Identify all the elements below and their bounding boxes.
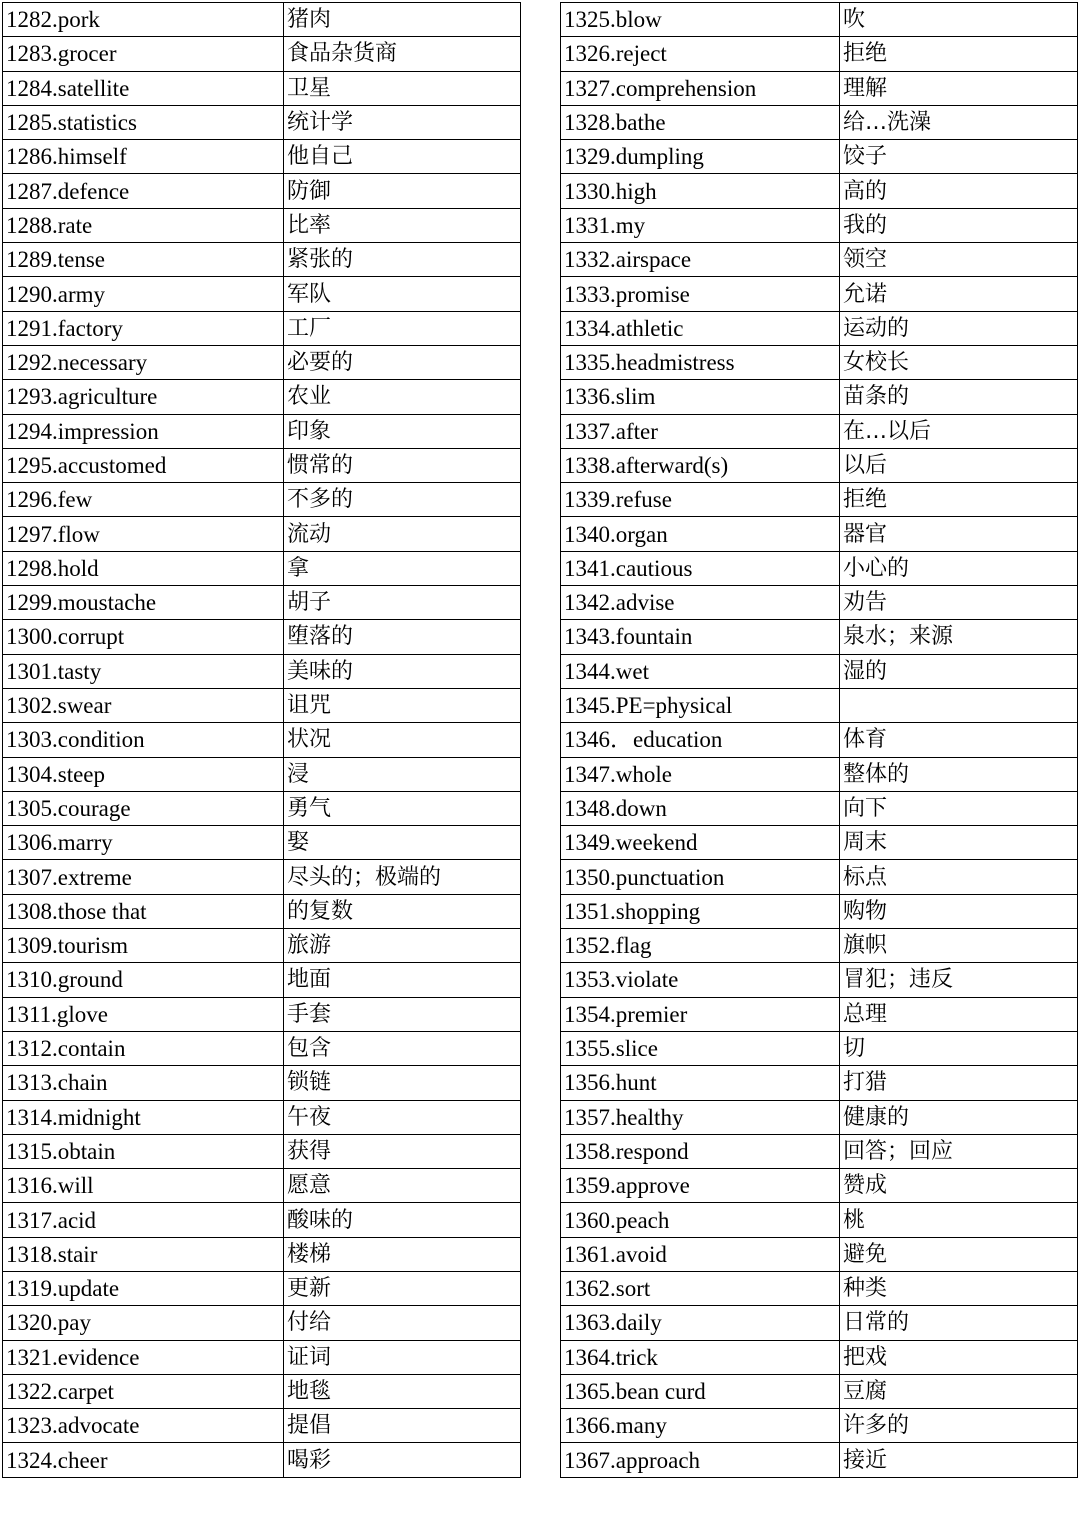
english-word-cell: 1293.agriculture [3,380,284,414]
vocab-row [3,654,521,688]
vocab-row [561,688,1078,722]
vocab-row [561,345,1078,379]
chinese-meaning-cell: 他自己 [284,140,521,174]
chinese-meaning-cell: 胡子 [284,586,521,620]
english-word-cell: 1302.swear [3,688,284,722]
english-word-cell: 1331.my [561,208,840,242]
english-word-cell: 1304.steep [3,757,284,791]
vocab-row [561,1237,1078,1271]
chinese-meaning-cell: 运动的 [840,311,1078,345]
english-word-cell: 1362.sort [561,1271,840,1305]
chinese-meaning-cell: 吹 [840,3,1078,37]
chinese-meaning-cell: 拒绝 [840,37,1078,71]
vocab-table-right-body [561,3,1078,1478]
chinese-meaning-cell [840,688,1078,722]
vocab-row [561,1031,1078,1065]
chinese-meaning-cell: 饺子 [840,140,1078,174]
vocab-row [3,620,521,654]
chinese-meaning-cell: 不多的 [284,483,521,517]
chinese-meaning-cell: 手套 [284,997,521,1031]
english-word-cell: 1315.obtain [3,1134,284,1168]
vocab-row [561,894,1078,928]
vocab-row [3,1100,521,1134]
vocab-row [561,448,1078,482]
vocab-row [561,380,1078,414]
chinese-meaning-cell: 防御 [284,174,521,208]
english-word-cell: 1325.blow [561,3,840,37]
vocab-row [3,586,521,620]
vocab-row [3,3,521,37]
vocab-table-left-body [3,3,521,1478]
chinese-meaning-cell: 总理 [840,997,1078,1031]
chinese-meaning-cell: 以后 [840,448,1078,482]
chinese-meaning-cell: 食品杂货商 [284,37,521,71]
chinese-meaning-cell: 流动 [284,517,521,551]
chinese-meaning-cell: 回答；回应 [840,1134,1078,1168]
chinese-meaning-cell: 地毯 [284,1374,521,1408]
chinese-meaning-cell: 购物 [840,894,1078,928]
english-word-cell: 1328.bathe [561,105,840,139]
chinese-meaning-cell: 尽头的；极端的 [284,860,521,894]
english-word-cell: 1335.headmistress [561,345,840,379]
english-word-cell: 1296.few [3,483,284,517]
vocab-row [3,1066,521,1100]
english-word-cell: 1365.bean curd [561,1374,840,1408]
english-word-cell: 1295.accustomed [3,448,284,482]
vocab-row [3,1409,521,1443]
english-word-cell: 1316.will [3,1169,284,1203]
english-word-cell: 1283.grocer [3,37,284,71]
english-word-cell: 1347.whole [561,757,840,791]
vocab-row [561,963,1078,997]
vocab-row [561,997,1078,1031]
vocab-row [3,1203,521,1237]
english-word-cell: 1341.cautious [561,551,840,585]
vocab-row [561,517,1078,551]
chinese-meaning-cell: 接近 [840,1443,1078,1477]
english-word-cell: 1311.glove [3,997,284,1031]
english-word-cell: 1310.ground [3,963,284,997]
vocab-row [561,620,1078,654]
english-word-cell: 1322.carpet [3,1374,284,1408]
vocab-row [561,826,1078,860]
english-word-cell: 1319.update [3,1271,284,1305]
chinese-meaning-cell: 包含 [284,1031,521,1065]
english-word-cell: 1299.moustache [3,586,284,620]
vocab-row [3,208,521,242]
english-word-cell: 1285.statistics [3,105,284,139]
chinese-meaning-cell: 赞成 [840,1169,1078,1203]
vocab-row [3,894,521,928]
vocab-row [561,1134,1078,1168]
chinese-meaning-cell: 午夜 [284,1100,521,1134]
english-word-cell: 1345.PE=physical [561,688,840,722]
chinese-meaning-cell: 紧张的 [284,243,521,277]
chinese-meaning-cell: 在…以后 [840,414,1078,448]
vocab-row [3,860,521,894]
english-word-cell: 1327.comprehension [561,71,840,105]
vocab-row [3,1237,521,1271]
vocab-row [3,997,521,1031]
vocab-row [3,963,521,997]
chinese-meaning-cell: 喝彩 [284,1443,521,1477]
vocab-row [3,1340,521,1374]
english-word-cell: 1291.factory [3,311,284,345]
english-word-cell: 1350.punctuation [561,860,840,894]
chinese-meaning-cell: 旗帜 [840,929,1078,963]
vocab-row [3,1374,521,1408]
chinese-meaning-cell: 健康的 [840,1100,1078,1134]
english-word-cell: 1313.chain [3,1066,284,1100]
vocab-row [561,414,1078,448]
vocab-row [3,174,521,208]
english-word-cell: 1363.daily [561,1306,840,1340]
vocab-row [561,929,1078,963]
english-word-cell: 1337.after [561,414,840,448]
vocab-row [3,483,521,517]
english-word-cell: 1349.weekend [561,826,840,860]
english-word-cell: 1348.down [561,791,840,825]
vocab-row [561,1100,1078,1134]
english-word-cell: 1353.violate [561,963,840,997]
vocab-row [561,551,1078,585]
vocab-row [3,1271,521,1305]
vocab-row [561,311,1078,345]
chinese-meaning-cell: 卫星 [284,71,521,105]
chinese-meaning-cell: 旅游 [284,929,521,963]
vocab-row [3,757,521,791]
vocab-row [3,311,521,345]
vocab-row [561,1443,1078,1477]
vocab-row [3,277,521,311]
chinese-meaning-cell: 避免 [840,1237,1078,1271]
vocab-row [3,380,521,414]
chinese-meaning-cell: 领空 [840,243,1078,277]
vocab-row [561,654,1078,688]
vocab-row [3,105,521,139]
vocab-row [3,71,521,105]
chinese-meaning-cell: 冒犯；违反 [840,963,1078,997]
vocab-row [3,37,521,71]
chinese-meaning-cell: 印象 [284,414,521,448]
vocab-row [561,1409,1078,1443]
vocab-row [561,243,1078,277]
chinese-meaning-cell: 状况 [284,723,521,757]
english-word-cell: 1330.high [561,174,840,208]
vocab-row [561,105,1078,139]
english-word-cell: 1282.pork [3,3,284,37]
english-word-cell: 1343.fountain [561,620,840,654]
english-word-cell: 1301.tasty [3,654,284,688]
chinese-meaning-cell: 勇气 [284,791,521,825]
english-word-cell: 1366.many [561,1409,840,1443]
chinese-meaning-cell: 劝告 [840,586,1078,620]
english-word-cell: 1344.wet [561,654,840,688]
english-word-cell: 1290.army [3,277,284,311]
vocab-row [561,277,1078,311]
vocab-row [561,174,1078,208]
vocab-row [561,3,1078,37]
english-word-cell: 1352.flag [561,929,840,963]
chinese-meaning-cell: 农业 [284,380,521,414]
english-word-cell: 1351.shopping [561,894,840,928]
vocab-table-right [560,2,1078,1478]
vocab-row [3,929,521,963]
english-word-cell: 1318.stair [3,1237,284,1271]
vocab-row [561,586,1078,620]
vocab-row [561,483,1078,517]
english-word-cell: 1288.rate [3,208,284,242]
english-word-cell: 1358.respond [561,1134,840,1168]
english-word-cell: 1287.defence [3,174,284,208]
chinese-meaning-cell: 统计学 [284,105,521,139]
vocab-row [3,345,521,379]
chinese-meaning-cell: 小心的 [840,551,1078,585]
english-word-cell: 1317.acid [3,1203,284,1237]
vocab-row [561,1340,1078,1374]
vocab-row [3,414,521,448]
english-word-cell: 1312.contain [3,1031,284,1065]
vocab-table-left [2,2,521,1478]
english-word-cell: 1339.refuse [561,483,840,517]
english-word-cell: 1306.marry [3,826,284,860]
english-word-cell: 1307.extreme [3,860,284,894]
english-word-cell: 1342.advise [561,586,840,620]
chinese-meaning-cell: 湿的 [840,654,1078,688]
vocab-row [561,757,1078,791]
chinese-meaning-cell: 愿意 [284,1169,521,1203]
chinese-meaning-cell: 惯常的 [284,448,521,482]
vocab-row [561,1306,1078,1340]
english-word-cell: 1305.courage [3,791,284,825]
vocab-row [561,37,1078,71]
chinese-meaning-cell: 向下 [840,791,1078,825]
english-word-cell: 1346．education [561,723,840,757]
chinese-meaning-cell: 器官 [840,517,1078,551]
vocab-row [3,517,521,551]
chinese-meaning-cell: 许多的 [840,1409,1078,1443]
english-word-cell: 1356.hunt [561,1066,840,1100]
english-word-cell: 1320.pay [3,1306,284,1340]
english-word-cell: 1333.promise [561,277,840,311]
vocab-row [561,1066,1078,1100]
chinese-meaning-cell: 桃 [840,1203,1078,1237]
vocab-row [3,826,521,860]
english-word-cell: 1289.tense [3,243,284,277]
vocab-row [561,791,1078,825]
vocab-row [3,1031,521,1065]
english-word-cell: 1332.airspace [561,243,840,277]
chinese-meaning-cell: 堕落的 [284,620,521,654]
english-word-cell: 1326.reject [561,37,840,71]
chinese-meaning-cell: 打猎 [840,1066,1078,1100]
vocab-row [561,1374,1078,1408]
vocab-row [3,551,521,585]
chinese-meaning-cell: 酸味的 [284,1203,521,1237]
chinese-meaning-cell: 获得 [284,1134,521,1168]
english-word-cell: 1298.hold [3,551,284,585]
english-word-cell: 1314.midnight [3,1100,284,1134]
chinese-meaning-cell: 地面 [284,963,521,997]
chinese-meaning-cell: 必要的 [284,345,521,379]
chinese-meaning-cell: 把戏 [840,1340,1078,1374]
english-word-cell: 1340.organ [561,517,840,551]
english-word-cell: 1359.approve [561,1169,840,1203]
english-word-cell: 1334.athletic [561,311,840,345]
vocab-row [561,71,1078,105]
english-word-cell: 1292.necessary [3,345,284,379]
chinese-meaning-cell: 更新 [284,1271,521,1305]
vocab-row [3,791,521,825]
chinese-meaning-cell: 锁链 [284,1066,521,1100]
chinese-meaning-cell: 切 [840,1031,1078,1065]
english-word-cell: 1323.advocate [3,1409,284,1443]
chinese-meaning-cell: 泉水；来源 [840,620,1078,654]
english-word-cell: 1367.approach [561,1443,840,1477]
english-word-cell: 1338.afterward(s) [561,448,840,482]
chinese-meaning-cell: 美味的 [284,654,521,688]
vocab-row [561,1271,1078,1305]
chinese-meaning-cell: 理解 [840,71,1078,105]
english-word-cell: 1300.corrupt [3,620,284,654]
vocab-row [3,140,521,174]
chinese-meaning-cell: 我的 [840,208,1078,242]
vocab-row [561,1169,1078,1203]
english-word-cell: 1284.satellite [3,71,284,105]
chinese-meaning-cell: 整体的 [840,757,1078,791]
vocab-row [3,723,521,757]
vocab-row [3,1134,521,1168]
english-word-cell: 1297.flow [3,517,284,551]
english-word-cell: 1336.slim [561,380,840,414]
english-word-cell: 1357.healthy [561,1100,840,1134]
chinese-meaning-cell: 证词 [284,1340,521,1374]
chinese-meaning-cell: 日常的 [840,1306,1078,1340]
chinese-meaning-cell: 拒绝 [840,483,1078,517]
chinese-meaning-cell: 军队 [284,277,521,311]
english-word-cell: 1355.slice [561,1031,840,1065]
chinese-meaning-cell: 付给 [284,1306,521,1340]
vocab-row [3,1443,521,1477]
english-word-cell: 1308.those that [3,894,284,928]
chinese-meaning-cell: 种类 [840,1271,1078,1305]
vocab-row [3,1306,521,1340]
vocab-row [561,208,1078,242]
chinese-meaning-cell: 拿 [284,551,521,585]
english-word-cell: 1286.himself [3,140,284,174]
chinese-meaning-cell: 豆腐 [840,1374,1078,1408]
vocab-row [3,1169,521,1203]
vocab-row [3,243,521,277]
chinese-meaning-cell: 周末 [840,826,1078,860]
english-word-cell: 1324.cheer [3,1443,284,1477]
english-word-cell: 1361.avoid [561,1237,840,1271]
chinese-meaning-cell: 允诺 [840,277,1078,311]
vocab-row [561,860,1078,894]
chinese-meaning-cell: 工厂 [284,311,521,345]
chinese-meaning-cell: 体育 [840,723,1078,757]
english-word-cell: 1294.impression [3,414,284,448]
chinese-meaning-cell: 诅咒 [284,688,521,722]
chinese-meaning-cell: 楼梯 [284,1237,521,1271]
english-word-cell: 1309.tourism [3,929,284,963]
english-word-cell: 1364.trick [561,1340,840,1374]
chinese-meaning-cell: 提倡 [284,1409,521,1443]
vocab-row [561,1203,1078,1237]
english-word-cell: 1303.condition [3,723,284,757]
english-word-cell: 1354.premier [561,997,840,1031]
chinese-meaning-cell: 比率 [284,208,521,242]
vocab-row [561,723,1078,757]
vocab-row [3,688,521,722]
vocab-row [561,140,1078,174]
chinese-meaning-cell: 高的 [840,174,1078,208]
english-word-cell: 1329.dumpling [561,140,840,174]
chinese-meaning-cell: 给…洗澡 [840,105,1078,139]
chinese-meaning-cell: 猪肉 [284,3,521,37]
english-word-cell: 1321.evidence [3,1340,284,1374]
chinese-meaning-cell: 娶 [284,826,521,860]
chinese-meaning-cell: 标点 [840,860,1078,894]
english-word-cell: 1360.peach [561,1203,840,1237]
chinese-meaning-cell: 苗条的 [840,380,1078,414]
vocab-row [3,448,521,482]
chinese-meaning-cell: 浸 [284,757,521,791]
chinese-meaning-cell: 的复数 [284,894,521,928]
chinese-meaning-cell: 女校长 [840,345,1078,379]
